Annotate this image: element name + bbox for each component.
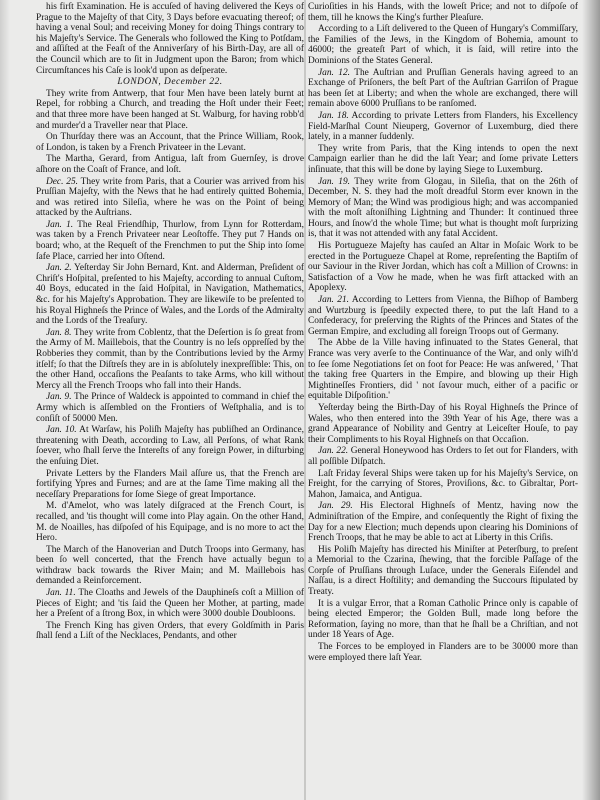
left-paragraph bbox=[36, 154, 304, 175]
paragraph-text: The Martha, Gerard, from Antigua, laſt from Guernſey, is drove aſhore on the Coaſt of France, and loſt. bbox=[36, 154, 304, 175]
paragraph-text: They write from Paris, that a Courier was arrived from his Pruſſian Majeſty, with the News that he had entirely quitted Bohemia, and was retired into Sileſia, where he was on the Point of being attacked by the Auſtrians. bbox=[36, 176, 304, 219]
paragraph-text: The Auſtrian and Pruſſian Generals having agreed to an Exchange of Priſoners, the beſt Part of the Auſtrian Garriſon of Prague has been ſet at Liberty; and when the whole are exchanged, there will remain above 6000 Pruſſians to be ranſomed. bbox=[308, 67, 578, 110]
paragraph-text: M. d'Amelot, who was lately diſgraced at the French Court, is recalled, and 'tis thought will come into Play again. On the other Hand, M. de Noailles, has diſpoſed of his Equipage, and is no more to act the Hero. bbox=[36, 501, 304, 544]
date-label: Jan. 1. bbox=[46, 219, 74, 230]
date-label: Jan. 12. bbox=[318, 67, 351, 78]
paragraph-text: They write from Paris, that the King intends to open the next Campaign earlier than he did the laſt Year; and ſome private Letters inſinuate, that this will be done by laying Siege to Luxemburg. bbox=[308, 143, 578, 175]
left-paragraph bbox=[36, 328, 304, 392]
left-paragraph bbox=[36, 545, 304, 587]
right-paragraph bbox=[308, 501, 578, 543]
left-paragraph bbox=[36, 392, 304, 424]
left-paragraph bbox=[36, 2, 304, 76]
left-paragraph bbox=[36, 501, 304, 543]
date-label: Jan. 22. bbox=[318, 446, 349, 457]
left-paragraph bbox=[36, 469, 304, 501]
left-paragraph bbox=[36, 132, 304, 153]
right-paragraph bbox=[308, 642, 578, 663]
page-edge-shadow bbox=[582, 0, 600, 800]
right-paragraph bbox=[308, 111, 578, 143]
right-paragraph bbox=[308, 177, 578, 241]
paragraph-text: It is a vulgar Error, that a Roman Catholic Prince only is capable of being elected Emperor; the Golden Bull, made long before the Reformation, ſaying no more, than that he ſhall be a Chriſtian, and not under 18 Years of Age. bbox=[308, 598, 578, 641]
date-label: Jan. 2. bbox=[46, 263, 72, 274]
date-label: Jan. 18. bbox=[318, 110, 349, 121]
paragraph-text: The Abbe de la Ville having infinuated to the States General, that France was very averſe to the Continuance of the War, and only wiſh'd to ſee ſome Negotiations ſet on foot for Peace: He was anſwered, ' That the taking free Quarters in the Empire, and blowing up their High Mightineſſes Frontiers, did ' not ſavour much, either of a pacific or equitable Diſpoſition.' bbox=[308, 338, 578, 402]
paragraph-text: Yeſterday Sir John Bernard, Knt. and Alderman, Preſident of Chriſt's Hoſpital, preſented to his Majeſty, according to annual Cuſtom, 40 Boys, educated in the ſaid Hoſpital, in Navigation, Mathematics, &c. for his Majeſty's Approbation. They are likewiſe to be preſented to his Royal Highneſs the Prince of Wales, and the Lords of the Admiralty and the Lords of the Treaſury. bbox=[36, 263, 304, 327]
right-paragraph bbox=[308, 241, 578, 294]
right-paragraph bbox=[308, 446, 578, 467]
paragraph-text: The French King has given Orders, that every Goldſmith in Paris ſhall ſend a Liſt of the Necklaces, Pendants, and other bbox=[36, 620, 304, 642]
date-label: Dec. 25. bbox=[46, 176, 78, 187]
paragraph-text: According to a Liſt delivered to the Queen of Hungary's Commiſſary, the Families of the Jews, in the Kingdom of Bohemia, amount to 46000; the greateſt Part of which, it is ſaid, will retire into the Dominions of the States General. bbox=[308, 24, 578, 66]
paragraph-text: They write from Glogau, in Sileſia, that on the 26th of December, N. S. they had the moſt dreadful Storm ever known in the Memory of Man; the Wind was prodigious high; and was accompanied with the moſt aſtoniſhing Lightning and Thunder: It continued three Hours, and ſnow'd the whole Time; but what is thought moſt ſurprizing is, that it was not attended with any fatal Accident. bbox=[308, 176, 578, 240]
paragraph-text: The Forces to be employed in Flanders are to be 30000 more than were employed there laſt Year. bbox=[308, 642, 578, 663]
right-paragraph bbox=[308, 403, 578, 445]
binding-shadow bbox=[0, 0, 10, 800]
paragraph-text: General Honeywood has Orders to ſet out for Flanders, with all poſſible Diſpatch. bbox=[308, 446, 578, 467]
right-paragraph bbox=[308, 2, 578, 23]
date-label: Jan. 9. bbox=[46, 392, 72, 403]
left-paragraph bbox=[36, 621, 304, 642]
right-paragraph bbox=[308, 68, 578, 110]
left-paragraph bbox=[36, 89, 304, 131]
paragraph-text: His Poliſh Majeſty has directed his Miniſter at Peterſburg, to preſent a Memorial to the Czarina, ſhewing, that the forcible Paſſage of the Corpſe of Pruſſians through Luſace, under the Generals Eiſendel and Naſſau, is a direct Hoſtility; and demanding the Succours ſtipulated by Treaty. bbox=[308, 544, 578, 598]
paragraph-text: The Real Friendſhip, Thurlow, from Lynn for Rotterdam, was taken by a French Privateer near Leoſtoffe. They put 7 Hands on board; who, at the Requeſt of the Frenchmen to put the Ship into ſome ſafe Place, carried her into Oſtend. bbox=[36, 219, 304, 262]
left-paragraph bbox=[36, 263, 304, 327]
left-paragraph bbox=[36, 425, 304, 467]
right-paragraph bbox=[308, 295, 578, 337]
date-label: Jan. 19. bbox=[318, 176, 351, 187]
paragraph-text: His Portugueze Majeſty has cauſed an Altar in Moſaic Work to be erected in the Portugueze Chapel at Rome, repreſenting the Baptiſm of our Saviour in the River Jordan, which has coſt a Million of Crowns: in Satisfaction of a Vow he made, when he was firſt attacked with an Apoplexy. bbox=[308, 241, 578, 294]
paragraph-text: According to Letters from Vienna, the Biſhop of Bamberg and Wurtzburg is ſpeedily expected there, to put the laſt Hand to a Confederacy, for preſerving the Rights of the Princes and States of the German Empire, and excluding all foreign Troops out of Germany. bbox=[308, 295, 578, 337]
left-paragraph bbox=[36, 588, 304, 620]
dateline: LONDON, December 22. bbox=[117, 77, 223, 88]
paragraph-text: At Warſaw, his Poliſh Majeſty has publiſhed an Ordinance, threatening with Death, according to Law, all Perſons, of what Rank ſoever, who ſhall ſerve the Intereſts of any foreign Power, in diſturbing the enſuing Diet. bbox=[36, 425, 304, 467]
paragraph-text: Curioſities in his Hands, with the loweſt Price; and not to diſpoſe of them, till he knows the King's further Pleaſure. bbox=[308, 2, 578, 23]
right-paragraph bbox=[308, 144, 578, 176]
date-label: Jan. 21. bbox=[318, 295, 350, 306]
column-rule bbox=[304, 0, 306, 800]
right-column bbox=[308, 2, 578, 796]
right-paragraph bbox=[308, 24, 578, 66]
right-paragraph bbox=[308, 469, 578, 501]
date-label: Jan. 10. bbox=[46, 425, 77, 436]
paragraph-text: They write from Coblentz, that the Deſertion is ſo great from the Army of M. Maillebois, that the Country is no leſs oppreſſed by the Robberies they commit, than by the Contributions levied by the Army itſelf; ſo that the Diſtreſs they are in is abſolutely inexpreſſible: This, on the other Hand, occaſions the Peaſants to take Arms, who kill without Mercy all the French Troops who fall into their Hands. bbox=[36, 327, 304, 391]
paragraph-text: According to private Letters from Flanders, his Excellency Field-Marſhal Count Nieuperg, Governor of Luxemburg, died there lately, in a manner ſuddenly. bbox=[308, 110, 578, 143]
left-paragraph bbox=[36, 177, 304, 219]
paragraph-text: The Prince of Waldeck is appointed to command in chief the Army which is aſſembled on the Frontiers of Weſtphalia, and is to conſiſt of 50000 Men. bbox=[36, 392, 304, 424]
paragraph-text: The Cloaths and Jewels of the Dauphineſs coſt a Million of Pieces of Eight; and 'tis ſaid the Queen her Mother, at parting, made her a Preſent of a ſtrong Box, in which were 3000 double Doubloons. bbox=[36, 588, 304, 620]
left-column bbox=[36, 2, 304, 796]
date-label: Jan. 11. bbox=[46, 588, 76, 599]
paragraph-text: Private Letters by the Flanders Mail aſſure us, that the French are fortifying Ypres and Furnes; and are at the ſame Time making all the neceſſary Preparations for ſome Siege of great Importance. bbox=[36, 468, 304, 500]
right-paragraph bbox=[308, 545, 578, 598]
date-label: Jan. 29. bbox=[318, 501, 353, 512]
paragraph-text: On Thurſday there was an Account, that the Prince William, Rook, of London, is taken by a French Privateer in the Levant. bbox=[36, 132, 304, 153]
left-paragraph bbox=[36, 220, 304, 262]
paragraph-text: Laſt Friday ſeveral Ships were taken up for his Majeſty's Service, on Freight, for the carrying of Stores, Proviſions, &c. to Gibraltar, Port-Mahon, Jamaica, and Antigua. bbox=[308, 468, 578, 500]
paragraph-text: His Electoral Highneſs of Mentz, having now the Adminiſtration of the Empire, and conſequently the Right of fixing the Day for a new Election; much depends upon clearing his Dominions of French Troops, that he may be able to act at Liberty in this Criſis. bbox=[308, 501, 578, 544]
paragraph-text: Yeſterday being the Birth-Day of his Royal Highneſs the Prince of Wales, who then entered into the 39th Year of his Age, there was a grand Appearance of Nobility and Gentry at Leiceſter Houſe, to pay their Compliments to his Royal Highneſs on that Occaſion. bbox=[308, 402, 578, 445]
right-paragraph bbox=[308, 599, 578, 641]
paragraph-text: They write from Antwerp, that four Men have been lately burnt at Repel, for robbing a Church, and treading the Hoſt under their Feet; and that three more have been hanged at St. Walburg, for having robb'd and murder'd a Traveller near that Place. bbox=[36, 88, 304, 131]
paragraph-text: his firſt Examination. He is accuſed of having delivered the Keys of Prague to the Majeſty of that City, 3 Days before evacuating thereof; of having a venal Soul; and receiving Money for doing Things contrary to his Majeſty's Service. The Generals who followed the King to Potſdam, and aſſiſted at the Feaſt of the Anniverſary of his Birth-Day, are all of the Council which are to ſit in Judgment upon the Baron; from which Circumſtances his Caſe is look'd upon as deſperate. bbox=[36, 2, 304, 76]
paragraph-text: The March of the Hanoverian and Dutch Troops into Germany, has been ſo well concerted, that the French have actually begun to withdraw back towards the River Main; and M. Maillebois has demanded a Reinforcement. bbox=[36, 544, 304, 587]
date-label: Jan. 8. bbox=[46, 327, 72, 338]
right-paragraph bbox=[308, 338, 578, 402]
